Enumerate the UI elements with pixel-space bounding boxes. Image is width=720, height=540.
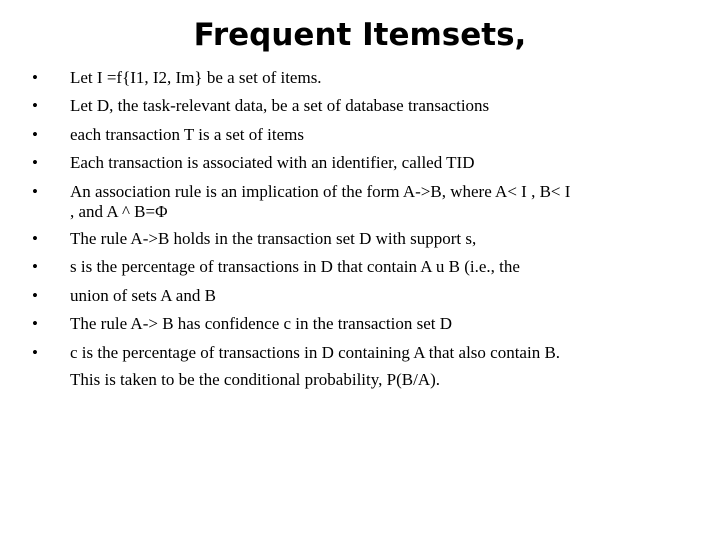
bullet-text: each transaction T is a set of items <box>70 124 304 144</box>
bullet-text: c is the percentage of transactions in D containing A that also contain B. <box>70 342 561 362</box>
bullet-list <box>28 64 708 393</box>
bullet-dot-icon: • <box>32 181 38 201</box>
bullet-text: s is the percentage of transactions in D that contain A u B (i.e., the <box>70 257 520 277</box>
bullet-item <box>28 282 708 310</box>
bullet-dot-icon: • <box>32 229 38 249</box>
slide-title: Frequent Itemsets, <box>193 17 527 53</box>
bullet-item <box>28 339 708 393</box>
bullet-dot-icon: • <box>32 96 38 116</box>
bullet-text: The rule A-> B has confidence c in the transaction set D <box>70 314 453 334</box>
bullet-dot-icon: • <box>32 124 38 144</box>
bullet-item <box>28 92 708 120</box>
bullet-dot-icon: • <box>32 257 38 277</box>
bullet-text: The rule A->B holds in the transaction set D with support s, <box>70 229 477 249</box>
bullet-text: An association rule is an implication of the form A->B, where A< I , B< I <box>70 181 571 201</box>
bullet-item <box>28 121 708 149</box>
bullet-item <box>28 253 708 281</box>
bullet-text: Let I =f{I1, I2, Im} be a set of items. <box>70 68 322 87</box>
bullet-continuation: , and A ^ B=Φ <box>70 202 168 222</box>
bullet-text: union of sets A and B <box>70 285 216 305</box>
bullet-text: Each transaction is associated with an identifier, called TID <box>70 153 475 173</box>
bullet-dot-icon: • <box>32 285 38 305</box>
bullet-item <box>28 149 708 177</box>
bullet-item <box>28 178 708 221</box>
bullet-text: Let D, the task-relevant data, be a set of database transactions <box>70 96 490 116</box>
bullet-item <box>28 310 708 338</box>
bullet-dot-icon: • <box>32 342 38 362</box>
bullet-dot-icon: • <box>32 314 38 334</box>
bullet-dot-icon: • <box>32 153 38 173</box>
bullet-continuation: This is taken to be the conditional probability, P(B/A). <box>70 370 441 390</box>
bullet-dot-icon: • <box>32 68 38 87</box>
bullet-item <box>28 225 708 253</box>
bullet-item <box>28 64 708 92</box>
